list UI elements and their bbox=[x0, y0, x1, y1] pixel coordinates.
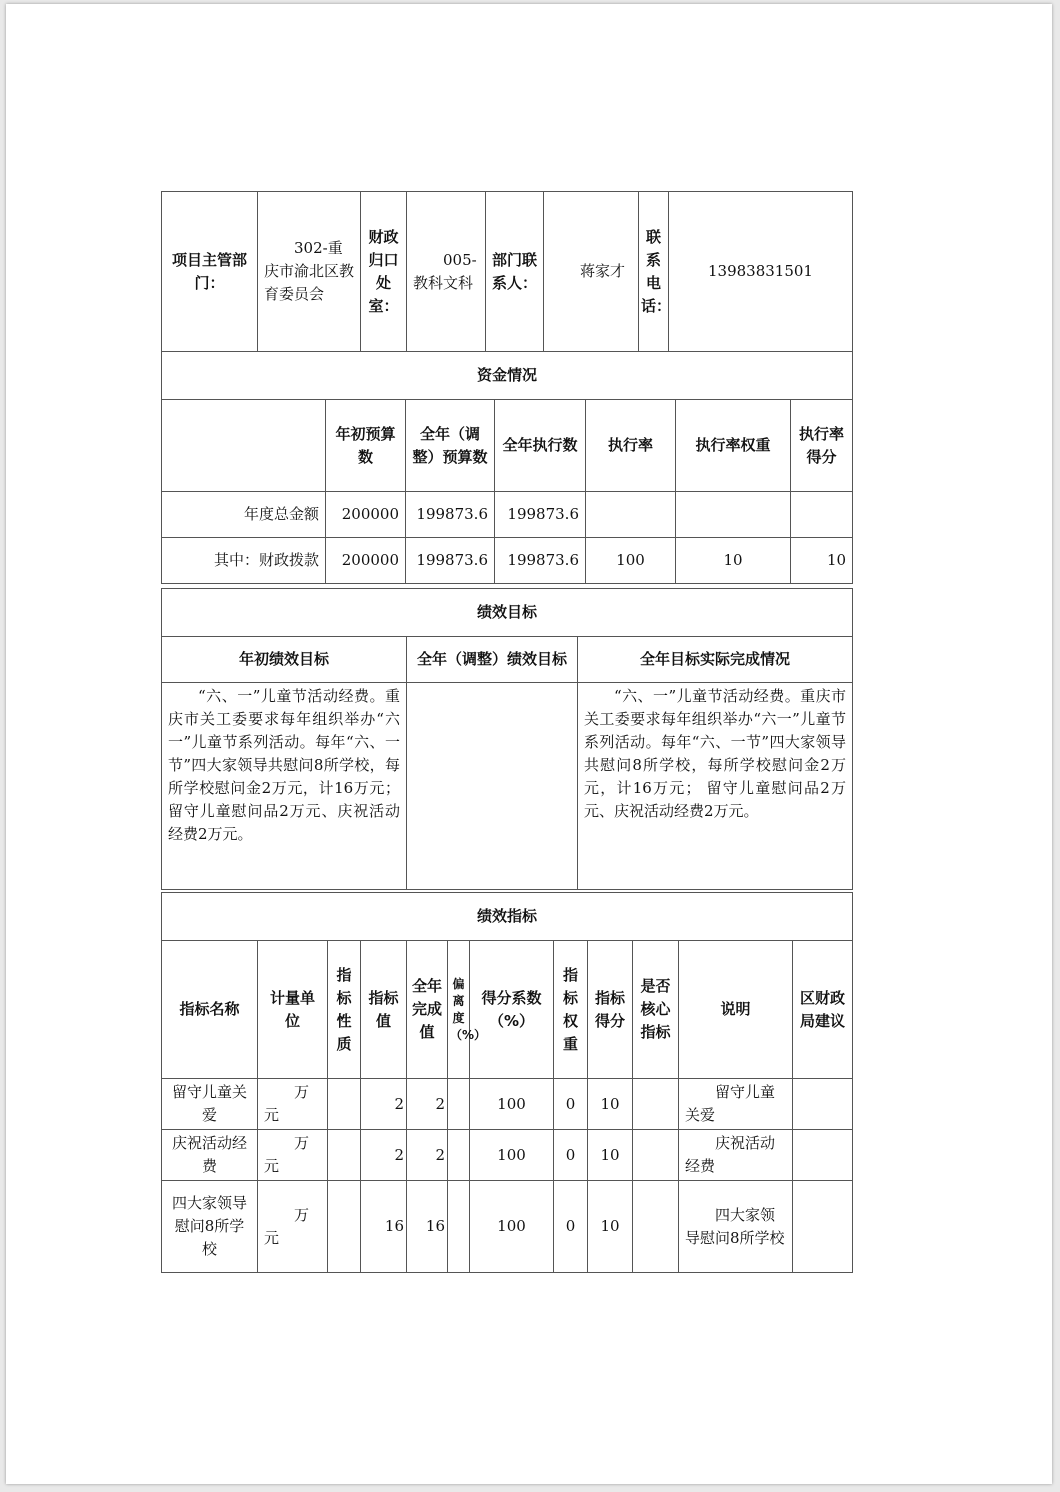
ind-header-advice: 区财政局建议 bbox=[793, 941, 853, 1079]
indicator-row bbox=[162, 1079, 853, 1130]
dept-label: 项目主管部门： bbox=[162, 192, 258, 352]
funds-header-executed: 全年执行数 bbox=[495, 400, 586, 492]
ind-deviation bbox=[448, 1181, 470, 1273]
funds-header-score: 执行率得分 bbox=[791, 400, 853, 492]
funds-row bbox=[162, 492, 853, 538]
funds-header-adjusted: 全年（调整）预算数 bbox=[406, 400, 495, 492]
ind-coef: 100 bbox=[470, 1181, 554, 1273]
funds-row-executed: 199873.6 bbox=[495, 492, 586, 538]
goals-actual-text: “六、一”儿童节活动经费。重庆市关工委要求每年组织举办“六一”儿童节系列活动。每年“六、一节”四大家领导共慰问8所学校，每所学校慰问金2万元，计16万元； 留守儿童慰问品2万元、庆祝活动经费2万元。 bbox=[578, 683, 853, 890]
finance-office-label: 财政归口处室： bbox=[361, 192, 407, 352]
funds-row-adjusted: 199873.6 bbox=[406, 492, 495, 538]
ind-target: 2 bbox=[361, 1130, 407, 1181]
funds-row-rate: 100 bbox=[586, 538, 676, 584]
funds-row-label: 年度总金额 bbox=[162, 492, 326, 538]
funds-row-rate bbox=[586, 492, 676, 538]
phone-label: 联系电话： bbox=[639, 192, 669, 352]
ind-header-target: 指标值 bbox=[361, 941, 407, 1079]
ind-header-score: 指标得分 bbox=[588, 941, 633, 1079]
ind-coef: 100 bbox=[470, 1130, 554, 1181]
funds-row-adjusted: 199873.6 bbox=[406, 538, 495, 584]
ind-score: 10 bbox=[588, 1130, 633, 1181]
document-page bbox=[6, 4, 1052, 1484]
ind-unit: 万元 bbox=[258, 1130, 328, 1181]
ind-header-weight: 指标权重 bbox=[554, 941, 588, 1079]
ind-header-desc: 说明 bbox=[679, 941, 793, 1079]
funds-header-weight: 执行率权重 bbox=[676, 400, 791, 492]
ind-score: 10 bbox=[588, 1181, 633, 1273]
project-info-table bbox=[161, 191, 853, 352]
funds-row bbox=[162, 538, 853, 584]
funds-row-score bbox=[791, 492, 853, 538]
funds-row-label: 其中：财政拨款 bbox=[162, 538, 326, 584]
ind-weight: 0 bbox=[554, 1130, 588, 1181]
ind-deviation bbox=[448, 1079, 470, 1130]
ind-header-unit: 计量单位 bbox=[258, 941, 328, 1079]
funds-row-weight bbox=[676, 492, 791, 538]
contact-label: 部门联系人： bbox=[486, 192, 544, 352]
goals-initial-text: “六、一”儿童节活动经费。重庆市关工委要求每年组织举办“六一”儿童节系列活动。每年“六、一节”四大家领导共慰问8所学校，每所学校慰问金2万元，计16万元； 留守儿童慰问品2万元、庆祝活动经费2万元。 bbox=[162, 683, 407, 890]
ind-unit: 万元 bbox=[258, 1079, 328, 1130]
funds-header-blank bbox=[162, 400, 326, 492]
goals-header-initial: 年初绩效目标 bbox=[162, 637, 407, 683]
funds-row-executed: 199873.6 bbox=[495, 538, 586, 584]
phone-value: 13983831501 bbox=[669, 192, 853, 352]
ind-header-coef: 得分系数（%） bbox=[470, 941, 554, 1079]
ind-deviation bbox=[448, 1130, 470, 1181]
ind-score: 10 bbox=[588, 1079, 633, 1130]
indicators-section-title: 绩效指标 bbox=[162, 893, 853, 941]
ind-name: 四大家领导慰问8所学校 bbox=[162, 1181, 258, 1273]
ind-desc: 留守儿童关爱 bbox=[679, 1079, 793, 1130]
ind-name: 庆祝活动经费 bbox=[162, 1130, 258, 1181]
indicators-table bbox=[161, 892, 853, 1273]
funds-table bbox=[161, 351, 853, 584]
goals-header-actual: 全年目标实际完成情况 bbox=[578, 637, 853, 683]
indicator-row bbox=[162, 1130, 853, 1181]
ind-header-nature: 指标性质 bbox=[328, 941, 361, 1079]
ind-weight: 0 bbox=[554, 1181, 588, 1273]
ind-completed: 16 bbox=[407, 1181, 448, 1273]
ind-target: 16 bbox=[361, 1181, 407, 1273]
ind-target: 2 bbox=[361, 1079, 407, 1130]
goals-table bbox=[161, 588, 853, 890]
funds-row-score: 10 bbox=[791, 538, 853, 584]
funds-row-initial: 200000 bbox=[326, 538, 406, 584]
contact-value: 蒋家才 bbox=[544, 192, 639, 352]
ind-advice bbox=[793, 1181, 853, 1273]
indicator-row bbox=[162, 1181, 853, 1273]
ind-header-core: 是否核心指标 bbox=[633, 941, 679, 1079]
ind-header-name: 指标名称 bbox=[162, 941, 258, 1079]
ind-weight: 0 bbox=[554, 1079, 588, 1130]
funds-row-initial: 200000 bbox=[326, 492, 406, 538]
ind-nature bbox=[328, 1079, 361, 1130]
funds-header-initial: 年初预算数 bbox=[326, 400, 406, 492]
ind-core bbox=[633, 1079, 679, 1130]
ind-desc: 庆祝活动经费 bbox=[679, 1130, 793, 1181]
funds-section-title: 资金情况 bbox=[162, 352, 853, 400]
funds-header-rate: 执行率 bbox=[586, 400, 676, 492]
goals-adjusted-text bbox=[407, 683, 578, 890]
ind-advice bbox=[793, 1130, 853, 1181]
ind-advice bbox=[793, 1079, 853, 1130]
ind-core bbox=[633, 1181, 679, 1273]
goals-section-title: 绩效目标 bbox=[162, 589, 853, 637]
ind-completed: 2 bbox=[407, 1130, 448, 1181]
ind-header-completed: 全年完成值 bbox=[407, 941, 448, 1079]
ind-completed: 2 bbox=[407, 1079, 448, 1130]
finance-office-value: 005-教科文科 bbox=[407, 192, 486, 352]
ind-header-deviation: 偏离度（%） bbox=[448, 941, 470, 1079]
dept-value: 302-重庆市渝北区教育委员会 bbox=[258, 192, 361, 352]
ind-desc: 四大家领导慰问8所学校 bbox=[679, 1181, 793, 1273]
ind-nature bbox=[328, 1181, 361, 1273]
goals-header-adjusted: 全年（调整）绩效目标 bbox=[407, 637, 578, 683]
ind-name: 留守儿童关爱 bbox=[162, 1079, 258, 1130]
ind-core bbox=[633, 1130, 679, 1181]
ind-nature bbox=[328, 1130, 361, 1181]
ind-coef: 100 bbox=[470, 1079, 554, 1130]
funds-row-weight: 10 bbox=[676, 538, 791, 584]
ind-unit: 万元 bbox=[258, 1181, 328, 1273]
